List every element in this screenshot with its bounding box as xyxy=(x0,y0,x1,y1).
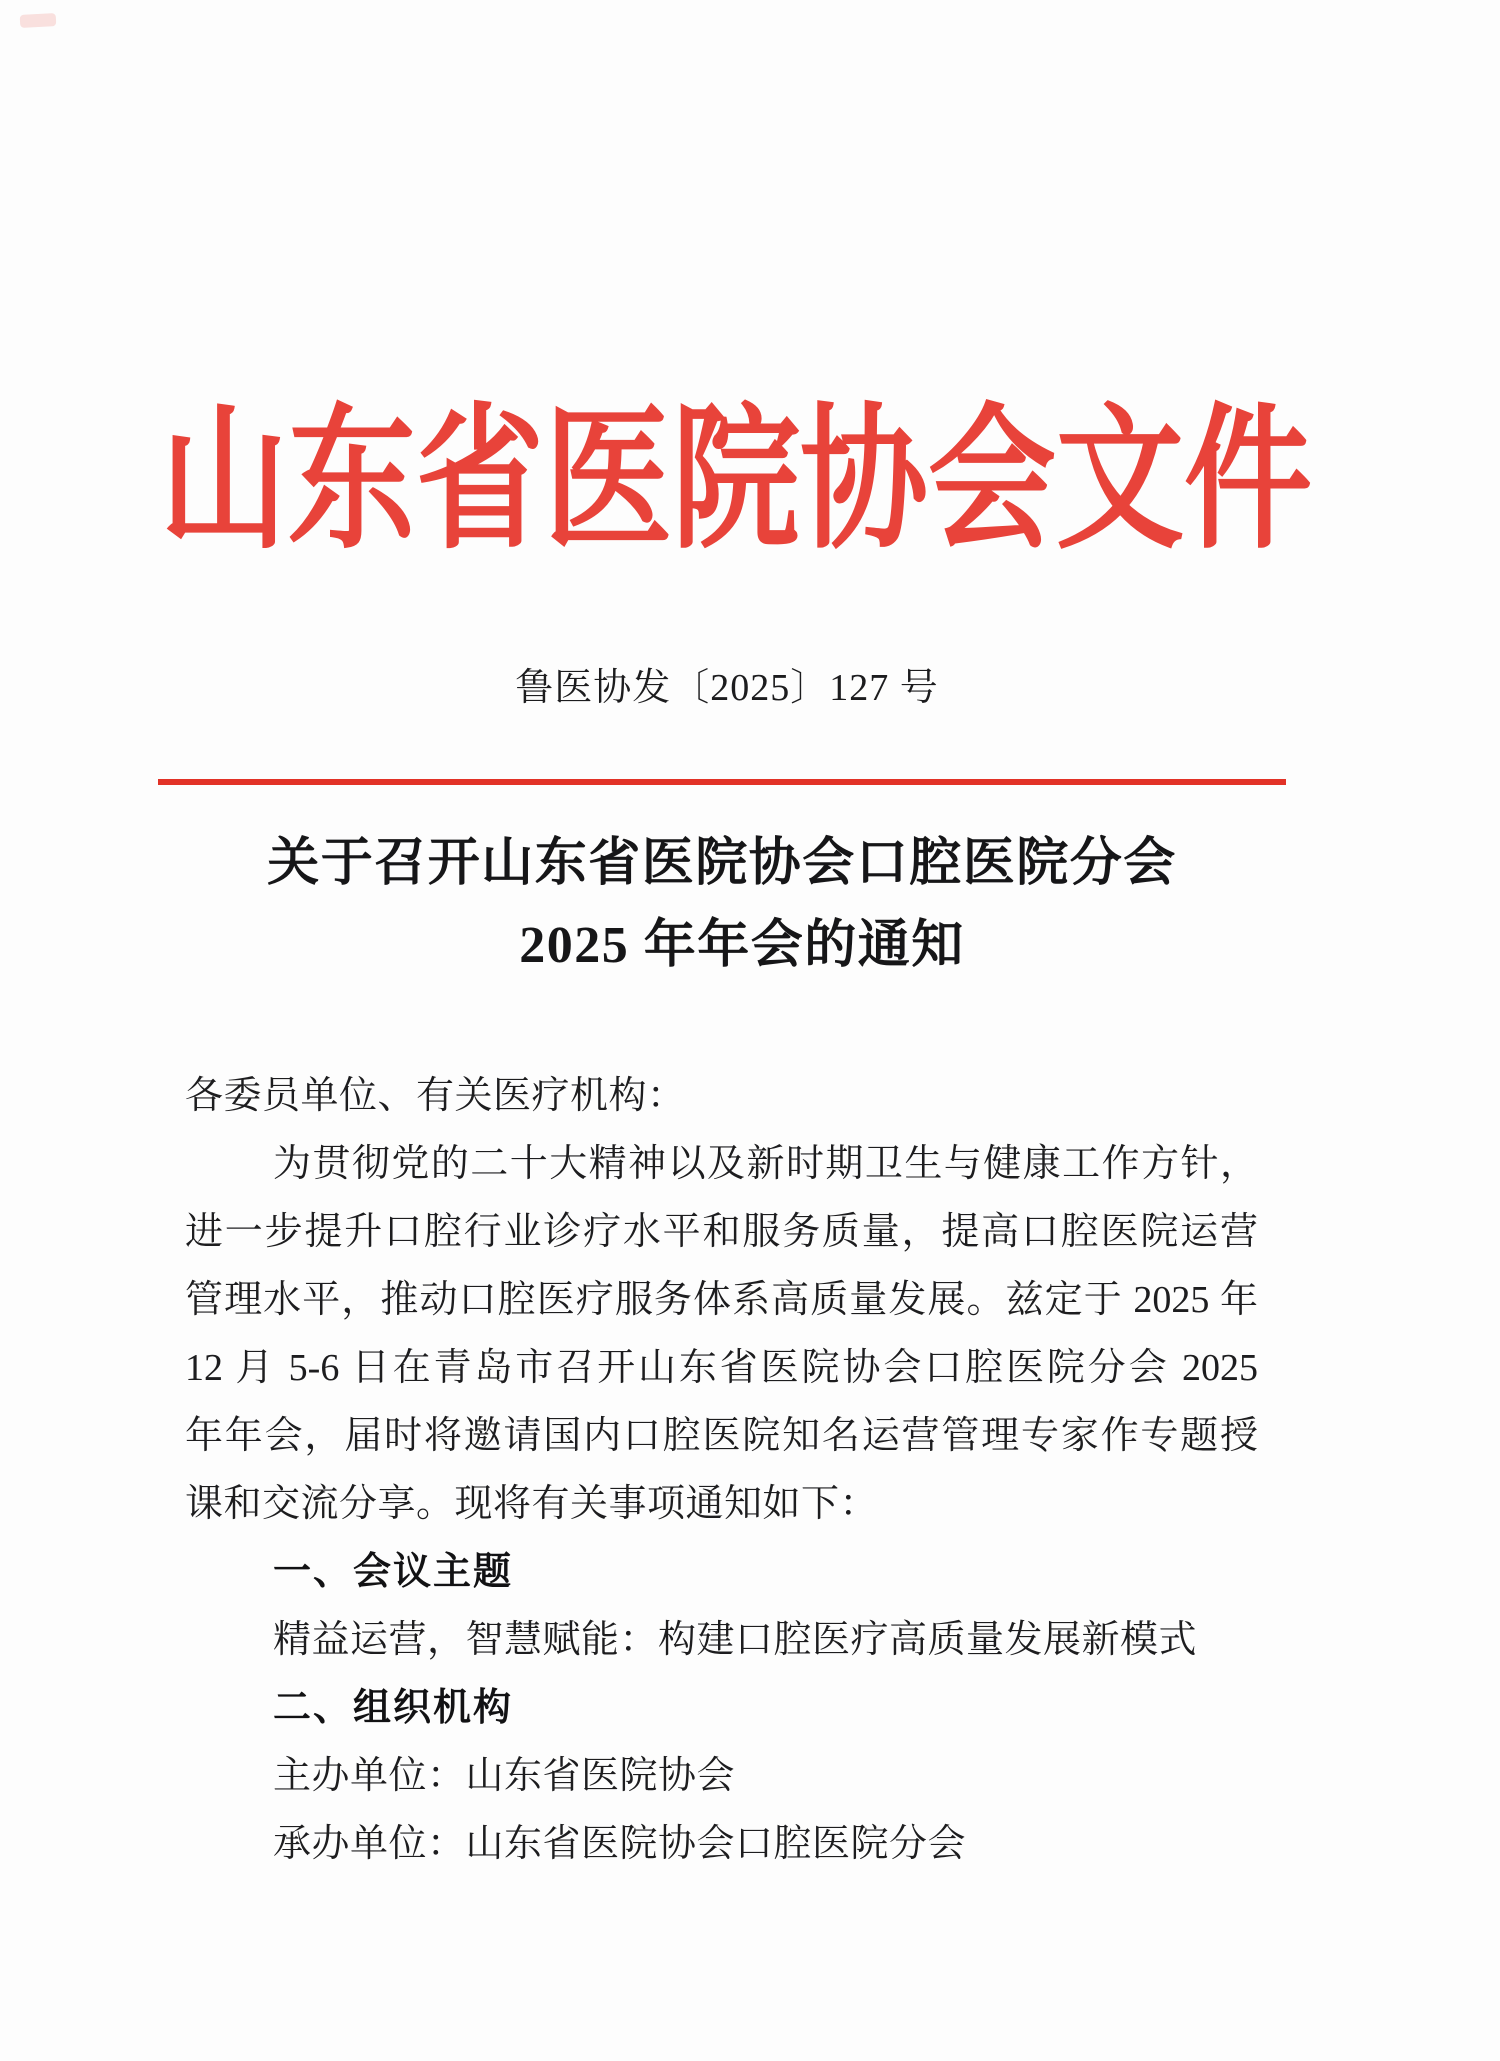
section-heading-2: 二、组织机构 xyxy=(273,1687,514,1729)
salutation: 各委员单位、有关医疗机构： xyxy=(185,1075,686,1117)
scan-artifact xyxy=(20,13,57,28)
body-line: 进一步提升口腔行业诊疗水平和服务质量，提高口腔医院运营 xyxy=(185,1211,1258,1253)
body-line: 精益运营，智慧赋能：构建口腔医疗高质量发展新模式 xyxy=(273,1619,1198,1661)
body-line: 年年会，届时将邀请国内口腔医院知名运营管理专家作专题授 xyxy=(185,1415,1258,1457)
section-heading-1: 一、会议主题 xyxy=(273,1551,514,1593)
red-divider-line xyxy=(158,779,1286,785)
body-line: 主办单位：山东省医院协会 xyxy=(273,1755,736,1797)
body-line: 12 月 5-6 日在青岛市召开山东省医院协会口腔医院分会 2025 xyxy=(185,1347,1258,1389)
letterhead-title: 山东省医院协会文件 xyxy=(159,394,1312,568)
notice-title-line1: 关于召开山东省医院协会口腔医院分会 xyxy=(267,835,1177,892)
body-line: 课和交流分享。现将有关事项通知如下： xyxy=(185,1483,879,1525)
document-number: 鲁医协发〔2025〕127 号 xyxy=(515,667,939,709)
notice-title-line2: 2025 年年会的通知 xyxy=(519,917,965,974)
notice-body xyxy=(185,1062,1258,1878)
body-line: 为贯彻党的二十大精神以及新时期卫生与健康工作方针， xyxy=(273,1143,1258,1185)
body-line: 承办单位：山东省医院协会口腔医院分会 xyxy=(273,1823,967,1865)
body-line: 管理水平，推动口腔医疗服务体系高质量发展。兹定于 2025 年 xyxy=(185,1279,1258,1321)
